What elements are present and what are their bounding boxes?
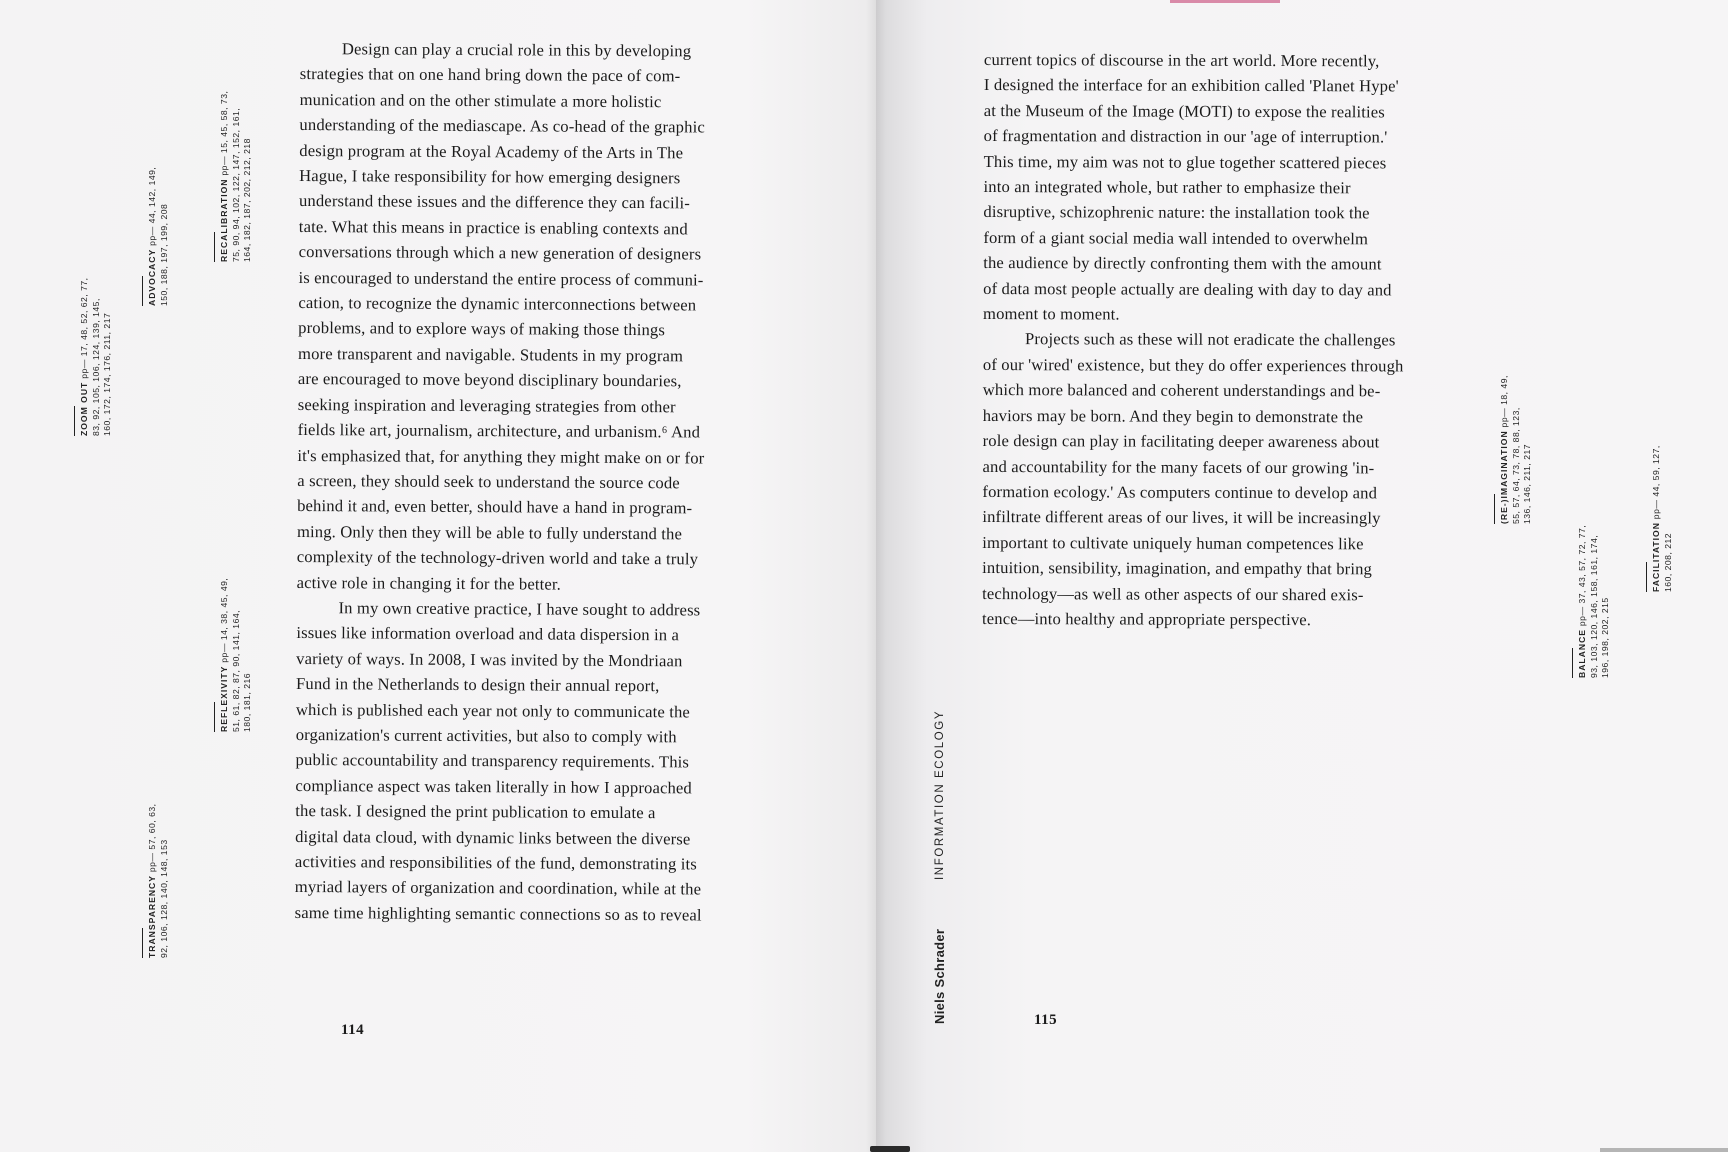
index-pages: pp— 15, 45, 58, 73, bbox=[219, 90, 230, 179]
text-line: of data most people actually are dealing with day to day and bbox=[983, 278, 1392, 300]
index-rule bbox=[214, 232, 215, 262]
index-rule bbox=[142, 928, 143, 958]
index-line bbox=[219, 91, 231, 262]
index-term: (RE-)IMAGINATION bbox=[1499, 430, 1510, 524]
text-line: which is published each year not only to communicate the bbox=[295, 699, 691, 721]
text-line: it's emphasized that, for anything they might make on or for bbox=[297, 445, 705, 467]
index-term: ADVOCACY bbox=[147, 248, 158, 306]
text-line: haviors may be born. And they begin to demonstrate the bbox=[982, 405, 1364, 427]
text-line: understanding of the mediascape. As co-head of the graphic bbox=[299, 115, 705, 137]
text-line: formation ecology.' As computers continue to develop and bbox=[982, 481, 1378, 503]
index-rule bbox=[214, 702, 215, 732]
text-line: variety of ways. In 2008, I was invited by the Mondriaan bbox=[296, 648, 683, 671]
text-line: complexity of the technology-driven world and take a truly bbox=[296, 547, 699, 569]
text-line: current topics of discourse in the art world. More recently, bbox=[983, 49, 1380, 71]
index-line bbox=[1651, 445, 1663, 592]
text-line: compliance aspect was taken literally in how I approached bbox=[295, 775, 692, 798]
index-pages-cont: 150, 188, 197, 199, 208 bbox=[158, 203, 169, 306]
text-line: moment to moment. bbox=[983, 304, 1120, 324]
left-page-body bbox=[295, 36, 707, 928]
text-line: a screen, they should seek to understand the source code bbox=[297, 470, 680, 493]
page-number-left: 114 bbox=[341, 1022, 365, 1038]
index-term: RECALIBRATION bbox=[219, 178, 230, 262]
index-pages: pp— 37, 43, 57, 72, 77, bbox=[1577, 524, 1588, 629]
index-rule bbox=[1646, 562, 1647, 592]
index-pages-cont: 136, 146, 211, 217 bbox=[1522, 443, 1533, 524]
running-author: Niels Schrader bbox=[932, 928, 947, 1024]
text-line: tate. What this means in practice is enabling contexts and bbox=[298, 216, 688, 239]
index-pages-cont: 160, 208, 212 bbox=[1662, 532, 1673, 592]
index-term: TRANSPARENCY bbox=[147, 875, 158, 958]
index-pages-cont: 180, 181, 216 bbox=[242, 672, 253, 732]
text-line: which more balanced and coherent understandings and be- bbox=[982, 380, 1381, 401]
paragraph bbox=[295, 595, 704, 928]
index-entry-reimagination bbox=[1494, 375, 1534, 524]
text-line: In my own creative practice, I have sought to address bbox=[338, 598, 701, 620]
text-line: cation, to recognize the dynamic interconnections between bbox=[298, 293, 697, 315]
text-line: same time highlighting semantic connections so as to reveal bbox=[294, 902, 702, 925]
index-rule bbox=[142, 276, 143, 306]
text-line: disruptive, schizophrenic nature: the installation took the bbox=[983, 202, 1370, 223]
index-pages-cont: 55, 57, 64, 73, 78, 88, 123, bbox=[1510, 407, 1521, 524]
page-number-right: 115 bbox=[1034, 1012, 1058, 1028]
index-term: FACILITATION bbox=[1651, 522, 1662, 592]
text-line: active role in changing it for the better. bbox=[296, 572, 562, 594]
index-entry-recalibration bbox=[214, 91, 254, 262]
text-line: Projects such as these will not eradicate the challenges bbox=[1024, 329, 1396, 350]
index-pages: pp— 14, 38, 45, 49, bbox=[219, 577, 230, 666]
index-rule bbox=[1572, 648, 1573, 678]
text-line: myriad layers of organization and coordination, while at the bbox=[294, 877, 702, 899]
index-pages-cont: 93, 103, 120, 146, 158, 161, 174, bbox=[1588, 534, 1599, 678]
index-line bbox=[219, 578, 231, 732]
text-line: This time, my aim was not to glue together scattered pieces bbox=[983, 151, 1387, 173]
text-line: infiltrate different areas of our lives, it will be increasingly bbox=[982, 507, 1381, 528]
text-line: behind it and, even better, should have a hand in program- bbox=[297, 496, 693, 518]
index-entry-zoom-out bbox=[74, 277, 114, 436]
text-line: seeking inspiration and leveraging strategies from other bbox=[297, 394, 676, 416]
text-line: understand these issues and the difference they can facili- bbox=[298, 191, 691, 213]
text-line: design program at the Royal Academy of the Arts in The bbox=[299, 140, 684, 162]
text-line: Fund in the Netherlands to design their annual report, bbox=[295, 674, 660, 696]
index-pages: pp— 57, 60, 63, bbox=[147, 803, 158, 876]
index-pages: pp— 18, 49, bbox=[1499, 375, 1510, 431]
text-line: of our 'wired' existence, but they do offer experiences through bbox=[982, 354, 1404, 376]
text-line: are encouraged to move beyond disciplinary boundaries, bbox=[297, 369, 682, 391]
index-line bbox=[147, 167, 159, 306]
index-pages-cont: 92, 106, 128, 140, 148, 153 bbox=[158, 839, 169, 958]
text-line: intuition, sensibility, imagination, and empathy that bring bbox=[982, 558, 1373, 579]
index-term: ZOOM OUT bbox=[79, 381, 90, 436]
spine-mark bbox=[870, 1146, 910, 1152]
index-line bbox=[79, 277, 91, 436]
index-line bbox=[1499, 375, 1511, 524]
running-title: INFORMATION ECOLOGY bbox=[934, 709, 946, 880]
text-line: public accountability and transparency requirements. This bbox=[295, 750, 690, 772]
book-gutter bbox=[866, 0, 886, 1152]
index-pages: pp— 44, 142, 149, bbox=[147, 166, 158, 249]
text-line: issues like information overload and data dispersion in a bbox=[296, 623, 680, 645]
index-pages-cont: 196, 198, 202, 215 bbox=[1600, 597, 1611, 678]
paragraph bbox=[983, 47, 1405, 328]
index-pages-cont: 51, 61, 82, 87, 90, 141, 164, bbox=[230, 609, 241, 732]
index-line bbox=[147, 803, 159, 958]
text-line: more transparent and navigable. Students in my program bbox=[298, 343, 684, 366]
index-pages-cont: 83, 92, 105, 106, 124, 139, 145, bbox=[90, 298, 101, 436]
index-entry-reflexivity bbox=[214, 578, 254, 732]
text-line: ming. Only then they will be able to fully understand the bbox=[296, 521, 683, 544]
text-line: strategies that on one hand bring down the pace of com- bbox=[299, 64, 681, 86]
index-pages: pp— 44, 59, 127, bbox=[1651, 445, 1662, 523]
paragraph bbox=[982, 326, 1404, 632]
right-page-body bbox=[982, 47, 1405, 633]
text-line: form of a giant social media wall intended to overwhelm bbox=[983, 227, 1369, 249]
text-line: important to cultivate uniquely human competences like bbox=[982, 532, 1364, 554]
index-entry-transparency bbox=[142, 803, 170, 958]
text-line: of fragmentation and distraction in our 'age of interruption.' bbox=[983, 126, 1388, 147]
text-line: activities and responsibilities of the fund, demonstrating its bbox=[294, 851, 697, 874]
index-pages: pp— 17, 48, 52, 62, 77, bbox=[79, 277, 90, 382]
text-line: and accountability for the many facets of our growing 'in- bbox=[982, 456, 1375, 477]
ribbon-mark bbox=[1170, 0, 1280, 3]
index-pages-cont: 160, 172, 174, 176, 211, 217 bbox=[102, 312, 113, 436]
text-line: Hague, I take responsibility for how emerging designers bbox=[299, 166, 681, 188]
text-line: digital data cloud, with dynamic links between the diverse bbox=[295, 826, 691, 848]
text-line: I designed the interface for an exhibition called 'Planet Hype' bbox=[983, 75, 1399, 96]
text-line: problems, and to explore ways of making those things bbox=[298, 318, 666, 340]
text-line: the task. I designed the print publication to emulate a bbox=[295, 801, 656, 823]
index-entry-facilitation bbox=[1646, 445, 1674, 592]
text-line: organization's current activities, but also to comply with bbox=[295, 724, 677, 747]
index-term: REFLEXIVITY bbox=[219, 665, 230, 732]
index-rule bbox=[1494, 494, 1495, 524]
text-line: technology—as well as other aspects of our shared exis- bbox=[982, 583, 1364, 604]
text-line: Design can play a crucial role in this by developing bbox=[341, 39, 692, 61]
corner-shadow bbox=[1600, 1148, 1728, 1152]
text-line: conversations through which a new generation of designers bbox=[298, 242, 702, 264]
text-line: tence—into healthy and appropriate perspective. bbox=[981, 608, 1312, 630]
index-pages-cont: 164, 182, 187, 202, 212, 218 bbox=[242, 138, 253, 262]
index-term: BALANCE bbox=[1577, 628, 1588, 678]
index-pages-cont: 75, 90, 94, 102, 122, 147, 152, 161, bbox=[230, 107, 241, 262]
index-rule bbox=[74, 406, 75, 436]
text-line: is encouraged to understand the entire process of communi- bbox=[298, 267, 704, 290]
index-line bbox=[1577, 525, 1589, 678]
index-entry-advocacy bbox=[142, 167, 170, 306]
text-line: the audience by directly confronting them with the amount bbox=[983, 253, 1382, 274]
text-line: munication and on the other stimulate a more holistic bbox=[299, 89, 662, 112]
text-line: role design can play in facilitating deeper awareness about bbox=[982, 431, 1380, 452]
text-line: fields like art, journalism, architecture, and urbanism.⁶ And bbox=[297, 420, 701, 442]
paragraph bbox=[297, 36, 707, 597]
text-line: at the Museum of the Image (MOTI) to expose the realities bbox=[983, 100, 1385, 122]
text-line: into an integrated whole, but rather to emphasize their bbox=[983, 177, 1351, 198]
index-entry-balance bbox=[1572, 525, 1612, 678]
